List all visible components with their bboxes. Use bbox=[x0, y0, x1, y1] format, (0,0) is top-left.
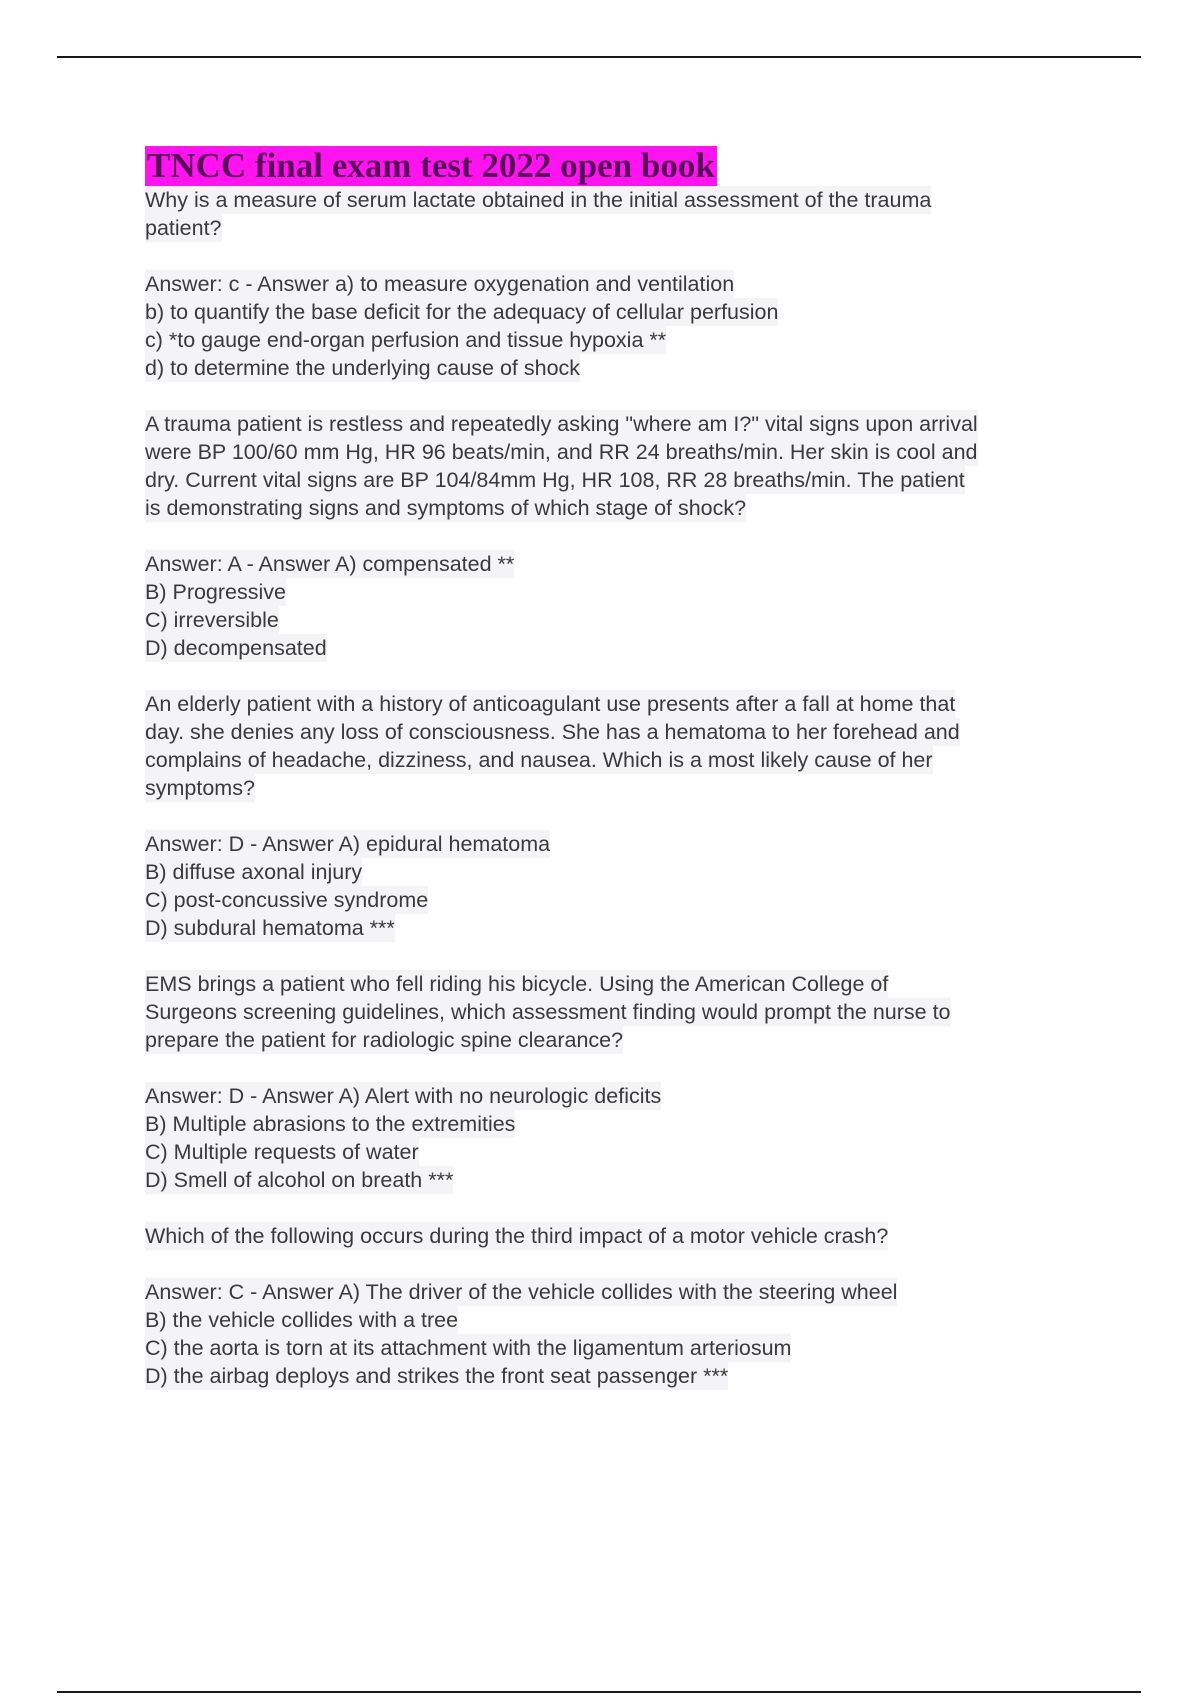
answer-option-line: B) Multiple abrasions to the extremities bbox=[145, 1112, 516, 1136]
answer-line: Answer: D - Answer A) Alert with no neurologic deficits bbox=[145, 1084, 662, 1108]
question-line: day. she denies any loss of consciousness. She has a hematoma to her forehead and bbox=[145, 720, 960, 744]
page-top-rule bbox=[57, 56, 1141, 58]
answer-option-line: C) post-concussive syndrome bbox=[145, 888, 429, 912]
page-bottom-rule bbox=[57, 1691, 1141, 1693]
answer-options bbox=[145, 830, 1085, 942]
answer-line: Answer: A - Answer A) compensated ** bbox=[145, 552, 515, 576]
document-body bbox=[145, 146, 1085, 1418]
question-block bbox=[145, 1222, 1085, 1390]
answer-line: Answer: c - Answer a) to measure oxygenation and ventilation bbox=[145, 272, 735, 296]
question-line: EMS brings a patient who fell riding his bicycle. Using the American College of bbox=[145, 972, 889, 996]
question-line: Surgeons screening guidelines, which assessment finding would prompt the nurse to bbox=[145, 1000, 951, 1024]
answer-option-line: C) the aorta is torn at its attachment with the ligamentum arteriosum bbox=[145, 1336, 792, 1360]
question-line: complains of headache, dizziness, and nausea. Which is a most likely cause of her bbox=[145, 748, 933, 772]
answer-option-line: C) irreversible bbox=[145, 608, 279, 632]
question-line: An elderly patient with a history of anticoagulant use presents after a fall at home that bbox=[145, 692, 956, 716]
question-line: prepare the patient for radiologic spine clearance? bbox=[145, 1028, 624, 1052]
answer-options bbox=[145, 1278, 1085, 1390]
question-line: is demonstrating signs and symptoms of which stage of shock? bbox=[145, 496, 747, 520]
question-line: patient? bbox=[145, 216, 222, 240]
answer-option-line: C) Multiple requests of water bbox=[145, 1140, 419, 1164]
document-title: TNCC final exam test 2022 open book bbox=[147, 146, 715, 185]
answer-option-line: b) to quantify the base deficit for the adequacy of cellular perfusion bbox=[145, 300, 779, 324]
question-line: were BP 100/60 mm Hg, HR 96 beats/min, and RR 24 breaths/min. Her skin is cool and bbox=[145, 440, 978, 464]
answer-line: Answer: C - Answer A) The driver of the vehicle collides with the steering wheel bbox=[145, 1280, 898, 1304]
question-block bbox=[145, 186, 1085, 382]
answer-option-line: c) *to gauge end-organ perfusion and tissue hypoxia ** bbox=[145, 328, 667, 352]
question-text bbox=[145, 1222, 1085, 1250]
answer-option-line: D) subdural hematoma *** bbox=[145, 916, 395, 940]
question-line: symptoms? bbox=[145, 776, 255, 800]
question-list bbox=[145, 186, 1085, 1390]
question-text bbox=[145, 410, 1085, 522]
answer-option-line: B) Progressive bbox=[145, 580, 286, 604]
question-block bbox=[145, 410, 1085, 662]
question-line: dry. Current vital signs are BP 104/84mm Hg, HR 108, RR 28 breaths/min. The patient bbox=[145, 468, 965, 492]
answer-option-line: B) the vehicle collides with a tree bbox=[145, 1308, 459, 1332]
answer-option-line: d) to determine the underlying cause of shock bbox=[145, 356, 581, 380]
answer-option-line: D) Smell of alcohol on breath *** bbox=[145, 1168, 454, 1192]
question-text bbox=[145, 970, 1085, 1054]
answer-option-line: D) the airbag deploys and strikes the front seat passenger *** bbox=[145, 1364, 729, 1388]
question-block bbox=[145, 970, 1085, 1194]
question-line: A trauma patient is restless and repeatedly asking "where am I?" vital signs upon arrival bbox=[145, 412, 978, 436]
answer-option-line: D) decompensated bbox=[145, 636, 327, 660]
question-line: Why is a measure of serum lactate obtained in the initial assessment of the trauma bbox=[145, 188, 932, 212]
answer-option-line: B) diffuse axonal injury bbox=[145, 860, 363, 884]
question-line: Which of the following occurs during the third impact of a motor vehicle crash? bbox=[145, 1224, 889, 1248]
question-text bbox=[145, 186, 1085, 242]
answer-line: Answer: D - Answer A) epidural hematoma bbox=[145, 832, 551, 856]
answer-options bbox=[145, 550, 1085, 662]
question-text bbox=[145, 690, 1085, 802]
answer-options bbox=[145, 270, 1085, 382]
question-block bbox=[145, 690, 1085, 942]
answer-options bbox=[145, 1082, 1085, 1194]
